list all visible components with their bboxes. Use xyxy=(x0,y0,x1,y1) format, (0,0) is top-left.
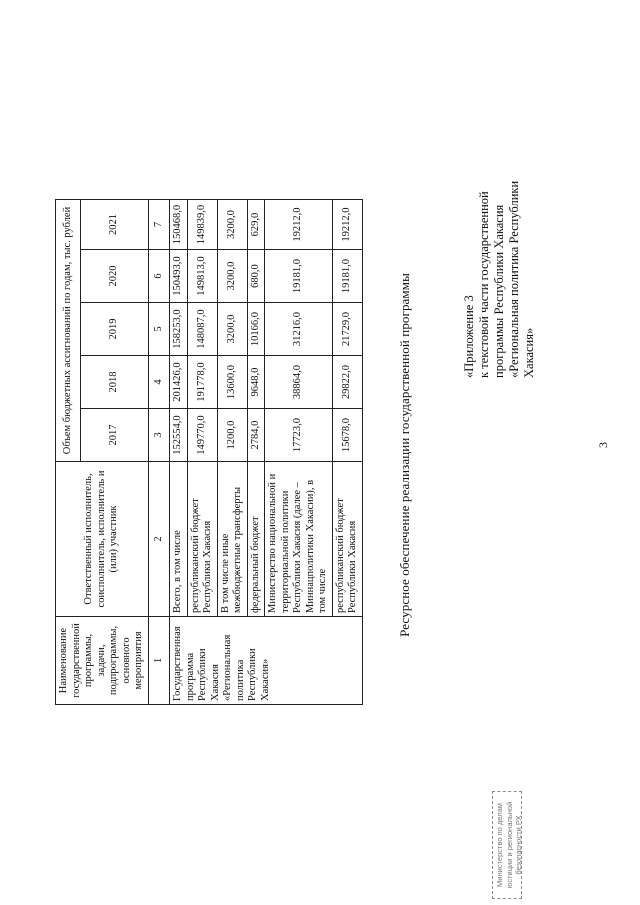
value-cell: 19212,0 xyxy=(265,200,333,250)
page-number: 3 xyxy=(596,442,610,448)
column-number: 7 xyxy=(148,200,170,250)
value-cell: 191778,0 xyxy=(187,356,217,409)
appendix-line: программы Республики Хакасия xyxy=(492,204,506,378)
program-name-cell: Государственная программа Республики Хакасия «Региональная политика Республики Хакасия» xyxy=(170,617,363,705)
value-cell: 201426,0 xyxy=(170,356,188,409)
appendix-line: «Приложение 3 xyxy=(462,295,476,378)
value-cell: 149813,0 xyxy=(187,250,217,303)
value-cell: 3200,0 xyxy=(217,250,247,303)
value-cell: 152554,0 xyxy=(170,409,188,462)
value-cell: 9648,0 xyxy=(247,356,265,409)
value-cell: 10166,0 xyxy=(247,303,265,356)
stamp-line: Министерство по делам xyxy=(495,803,504,887)
registration-stamp xyxy=(492,791,522,899)
header-year: 2020 xyxy=(81,250,149,303)
header-year: 2021 xyxy=(81,200,149,250)
value-cell: 150468,0 xyxy=(170,200,188,250)
value-cell: 29822,0 xyxy=(332,356,362,409)
stamp-line: юстиции и региональной xyxy=(504,801,514,889)
executor-cell: республиканский бюджет Республики Хакасия xyxy=(332,462,362,617)
value-cell: 15678,0 xyxy=(332,409,362,462)
value-cell: 158253,0 xyxy=(170,303,188,356)
value-cell: 3200,0 xyxy=(217,303,247,356)
value-cell: 629,0 xyxy=(247,200,265,250)
value-cell: 148087,0 xyxy=(187,303,217,356)
executor-cell: республиканский бюджет Республики Хакасия xyxy=(187,462,217,617)
header-name: Наименование государственной программы, задачи, подпрограммы, основного мероприятия xyxy=(56,617,149,705)
value-cell: 3200,0 xyxy=(217,200,247,250)
header-year: 2017 xyxy=(81,409,149,462)
column-number: 5 xyxy=(148,303,170,356)
appendix-line: Хакасия» xyxy=(522,327,536,378)
executor-cell: федеральный бюджет xyxy=(247,462,265,617)
resource-table-wrap xyxy=(55,199,363,705)
appendix-line: к текстовой части государственной xyxy=(477,191,491,378)
table-title: Ресурсное обеспечение реализации государственной программы xyxy=(397,273,412,637)
executor-cell: Министерство национальной и территориальной политики Республики Хакасия (далее – Миннацполитики Хакасии), в том числе xyxy=(265,462,333,617)
value-cell: 680,0 xyxy=(247,250,265,303)
appendix-note xyxy=(462,178,537,378)
executor-cell: В том числе иные межбюджетные трансферты xyxy=(217,462,247,617)
header-year: 2019 xyxy=(81,303,149,356)
value-cell: 31216,0 xyxy=(265,303,333,356)
column-number: 1 xyxy=(148,617,170,705)
header-volume: Объем бюджетных ассигнований по годам, тыс. рублей xyxy=(56,200,81,462)
appendix-line: «Региональная политика Республики xyxy=(507,180,521,378)
stamp-line: безопасности РХ xyxy=(514,815,523,875)
header-year: 2018 xyxy=(81,356,149,409)
value-cell: 17723,0 xyxy=(265,409,333,462)
header-executor: Ответственный исполнитель, соисполнитель, исполнитель и (или) участник xyxy=(56,462,149,617)
value-cell: 2784,0 xyxy=(247,409,265,462)
column-number-row xyxy=(148,200,170,705)
resource-table xyxy=(55,199,363,705)
value-cell: 21729,0 xyxy=(332,303,362,356)
value-cell: 149839,0 xyxy=(187,200,217,250)
value-cell: 1200,0 xyxy=(217,409,247,462)
value-cell: 19212,0 xyxy=(332,200,362,250)
value-cell: 38864,0 xyxy=(265,356,333,409)
column-number: 6 xyxy=(148,250,170,303)
executor-cell: Всего, в том числе xyxy=(170,462,188,617)
value-cell: 13600,0 xyxy=(217,356,247,409)
column-number: 4 xyxy=(148,356,170,409)
table-row xyxy=(170,200,188,705)
value-cell: 149770,0 xyxy=(187,409,217,462)
column-number: 3 xyxy=(148,409,170,462)
value-cell: 19181,0 xyxy=(332,250,362,303)
value-cell: 19181,0 xyxy=(265,250,333,303)
value-cell: 150493,0 xyxy=(170,250,188,303)
column-number: 2 xyxy=(148,462,170,617)
